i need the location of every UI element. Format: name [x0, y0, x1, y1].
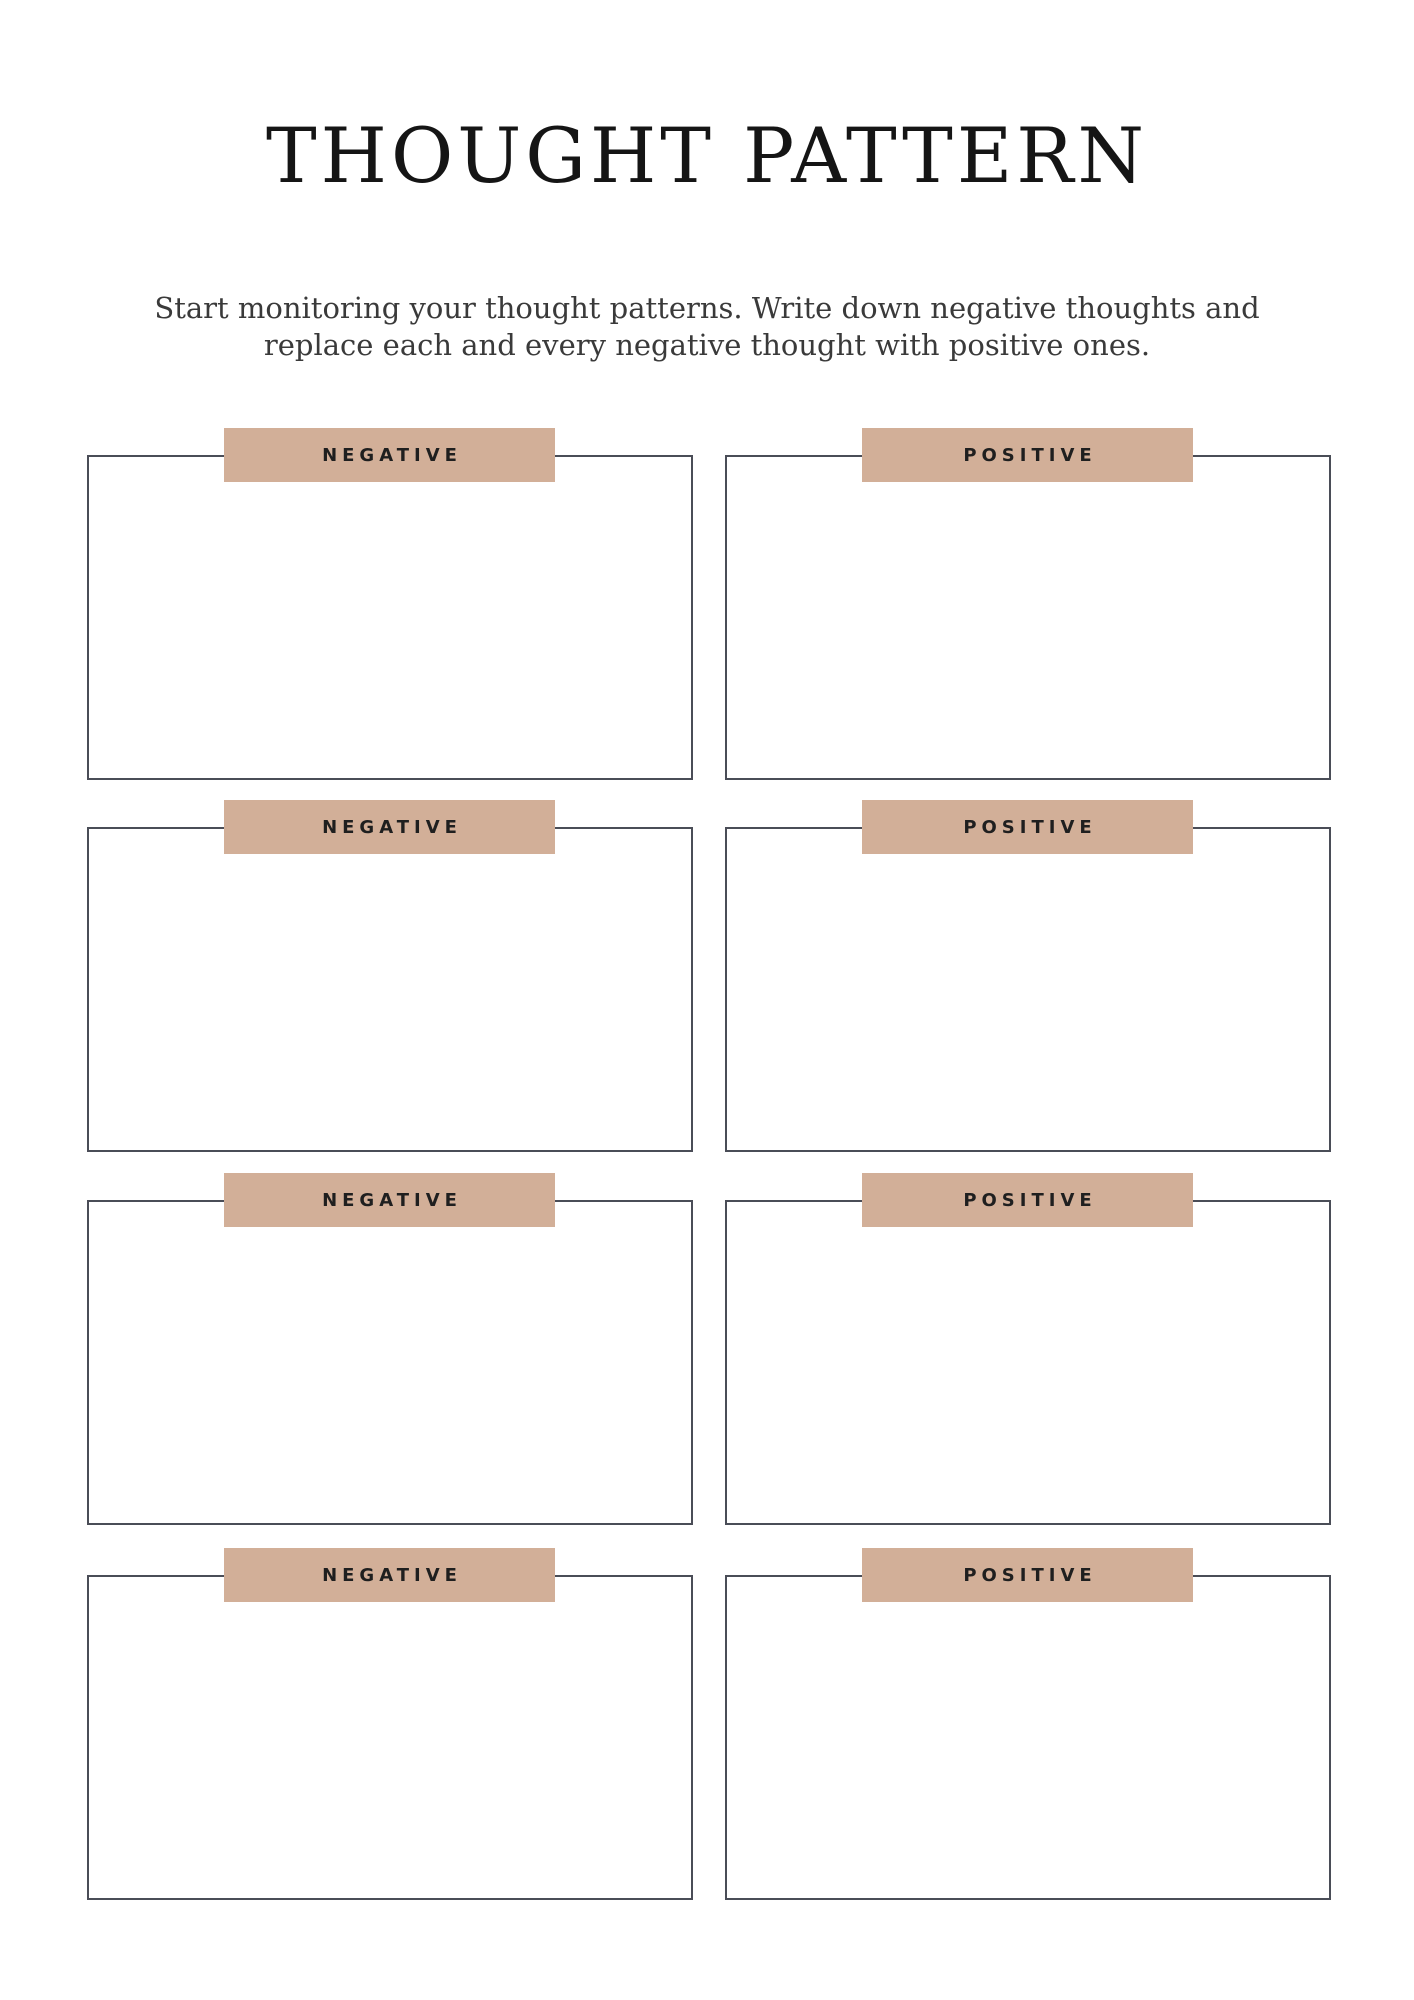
positive-card-2 — [725, 800, 1331, 1125]
negative-label-4: NEGATIVE — [224, 1548, 555, 1602]
negative-card-2 — [87, 800, 693, 1125]
instructions-text: Start monitoring your thought patterns. Write down negative thoughts and replace each and every negative thought with positive ones. — [154, 291, 1260, 362]
negative-write-area-3[interactable] — [89, 1229, 691, 1523]
negative-card-1 — [87, 428, 693, 753]
negative-write-area-1[interactable] — [89, 484, 691, 778]
negative-card-3 — [87, 1173, 693, 1498]
positive-write-area-3[interactable] — [727, 1229, 1329, 1523]
negative-write-area-2[interactable] — [89, 856, 691, 1150]
page-title: THOUGHT PATTERN — [265, 111, 1149, 200]
positive-write-area-4[interactable] — [727, 1604, 1329, 1898]
negative-card-4 — [87, 1548, 693, 1873]
positive-label-4: POSITIVE — [862, 1548, 1193, 1602]
positive-write-area-1[interactable] — [727, 484, 1329, 778]
positive-label-1: POSITIVE — [862, 428, 1193, 482]
positive-write-area-2[interactable] — [727, 856, 1329, 1150]
positive-label-2: POSITIVE — [862, 800, 1193, 854]
negative-label-2: NEGATIVE — [224, 800, 555, 854]
positive-label-3: POSITIVE — [862, 1173, 1193, 1227]
positive-card-3 — [725, 1173, 1331, 1498]
negative-label-3: NEGATIVE — [224, 1173, 555, 1227]
negative-label-1: NEGATIVE — [224, 428, 555, 482]
negative-write-area-4[interactable] — [89, 1604, 691, 1898]
positive-card-4 — [725, 1548, 1331, 1873]
positive-card-1 — [725, 428, 1331, 753]
